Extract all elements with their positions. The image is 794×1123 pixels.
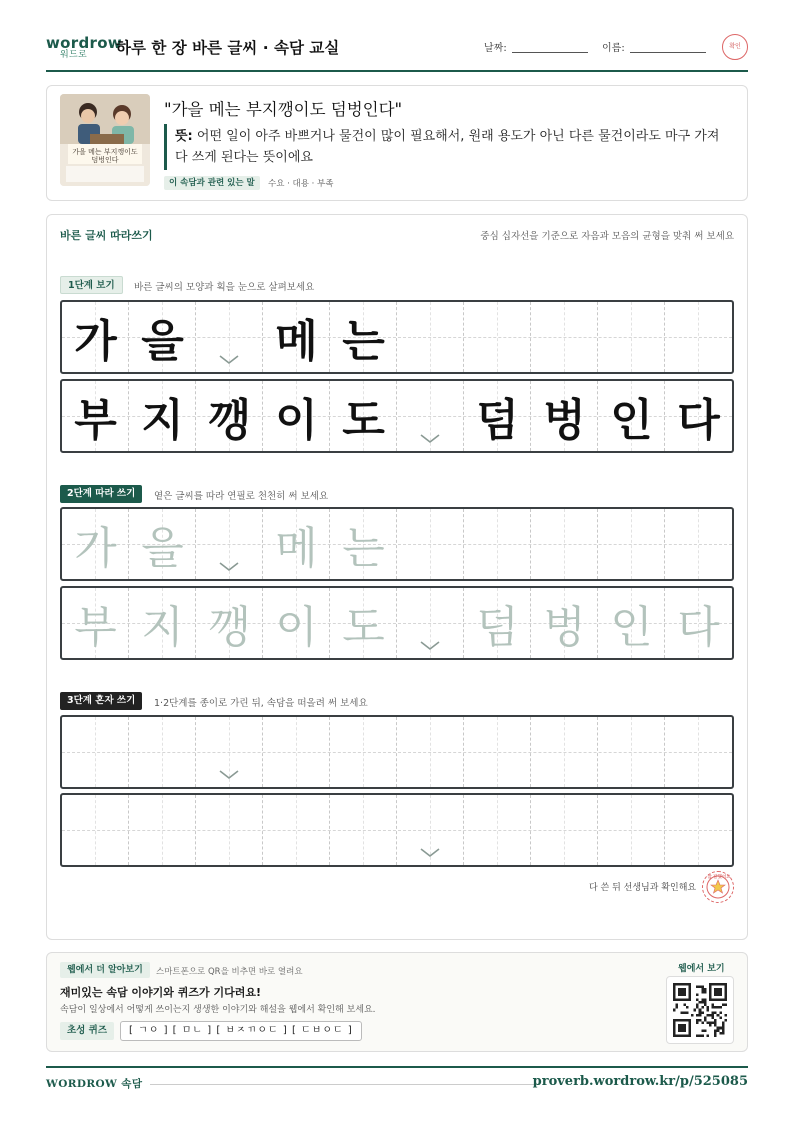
grid-center-line bbox=[631, 509, 632, 579]
quiz-label: 초성 퀴즈 bbox=[60, 1022, 114, 1040]
grid-cell[interactable] bbox=[665, 717, 732, 787]
writing-row bbox=[60, 300, 734, 374]
date-field[interactable] bbox=[512, 52, 588, 53]
logo: wordrow 워드로 bbox=[46, 34, 122, 60]
grid-cell[interactable] bbox=[397, 717, 464, 787]
space-mark-icon bbox=[419, 847, 441, 859]
hangul-char: 부 bbox=[74, 602, 117, 653]
hangul-char: 부 bbox=[74, 395, 117, 446]
grid-center-line bbox=[497, 509, 498, 579]
hangul-char: 덤 bbox=[476, 602, 519, 653]
footer-line bbox=[150, 1084, 538, 1085]
hangul-char: 덤 bbox=[476, 395, 519, 446]
grid-cell[interactable] bbox=[665, 509, 732, 579]
grid-cell[interactable] bbox=[464, 795, 531, 865]
hangul-char: 벙 bbox=[543, 602, 586, 653]
hangul-char: 도 bbox=[342, 395, 385, 446]
grid-cell[interactable] bbox=[129, 717, 196, 787]
grid-center-line bbox=[162, 717, 163, 787]
step2-hint: 옅은 글씨를 따라 연필로 천천히 써 보세요 bbox=[154, 491, 329, 502]
grid-cell[interactable] bbox=[196, 795, 263, 865]
grid-cell[interactable] bbox=[531, 795, 598, 865]
grid-center-line bbox=[497, 795, 498, 865]
grid-cell[interactable] bbox=[263, 717, 330, 787]
footer-url[interactable]: proverb.wordrow.kr/p/525085 bbox=[532, 1074, 748, 1089]
grid-center-line bbox=[229, 795, 230, 865]
header-divider bbox=[46, 70, 748, 72]
more-badge: 웹에서 더 알아보기 bbox=[60, 962, 150, 978]
related-words: 수요 · 대용 · 부족 bbox=[268, 179, 334, 189]
hangul-char: 다 bbox=[677, 602, 720, 653]
grid-center-line bbox=[698, 302, 699, 372]
step3-hint: 1·2단계를 종이로 가린 뒤, 속담을 떠올려 써 보세요 bbox=[154, 698, 368, 709]
hangul-char: 도 bbox=[342, 602, 385, 653]
grid-center-line bbox=[430, 717, 431, 787]
confirm-text: 다 쓴 뒤 선생님과 확인해요 bbox=[589, 883, 697, 893]
grid-center-line bbox=[95, 717, 96, 787]
hangul-char: 지 bbox=[141, 395, 184, 446]
space-mark-icon bbox=[218, 354, 240, 366]
meaning-label: 뜻: bbox=[175, 129, 193, 144]
meaning bbox=[175, 126, 727, 168]
proverb-illustration bbox=[60, 94, 150, 186]
meaning-text: 어떤 일이 아주 바쁘거나 물건이 많이 필요해서, 원래 용도가 아닌 다른 물건이라도 마구 가져다 쓰게 된다는 뜻이에요 bbox=[175, 129, 720, 165]
grid-cell bbox=[531, 302, 598, 372]
grid-center-line bbox=[698, 509, 699, 579]
grid-cell[interactable] bbox=[531, 717, 598, 787]
grid-cell bbox=[397, 302, 464, 372]
writing-row[interactable] bbox=[60, 715, 734, 789]
related-label: 이 속담과 관련 있는 말 bbox=[164, 176, 260, 190]
writing-row[interactable] bbox=[60, 586, 734, 660]
step3-badge: 3단계 혼자 쓰기 bbox=[60, 692, 142, 710]
grid-cell[interactable] bbox=[129, 795, 196, 865]
grid-cell[interactable] bbox=[62, 795, 129, 865]
grid-center-line bbox=[363, 795, 364, 865]
logo-sub: 워드로 bbox=[60, 50, 87, 60]
space-mark-icon bbox=[218, 769, 240, 781]
writing-row bbox=[60, 379, 734, 453]
space-mark-icon bbox=[419, 433, 441, 445]
grid-cell[interactable] bbox=[263, 795, 330, 865]
grid-center-line bbox=[497, 302, 498, 372]
more-subtitle: 속담이 일상에서 어떻게 쓰이는지 생생한 이야기와 해설을 웹에서 확인해 보세요. bbox=[60, 1005, 376, 1015]
qr-code-icon[interactable] bbox=[666, 976, 734, 1044]
grid-cell[interactable] bbox=[464, 717, 531, 787]
grid-center-line bbox=[698, 717, 699, 787]
stamp-text: 참 잘했어요 bbox=[707, 875, 731, 880]
grid-center-line bbox=[631, 795, 632, 865]
step1-badge: 1단계 보기 bbox=[60, 276, 123, 294]
grid-cell[interactable] bbox=[598, 509, 665, 579]
grid-center-line bbox=[698, 795, 699, 865]
good-job-stamp-icon bbox=[702, 871, 734, 903]
grid-center-line bbox=[296, 717, 297, 787]
grid-cell bbox=[665, 302, 732, 372]
grid-cell[interactable] bbox=[330, 795, 397, 865]
hangul-char: 지 bbox=[141, 602, 184, 653]
quiz-box: [ ㄱㅇ ] [ ㅁㄴ ] [ ㅂㅈㄲㅇㄷ ] [ ㄷㅂㅇㄷ ] bbox=[120, 1021, 362, 1041]
hangul-char: 깽 bbox=[208, 395, 251, 446]
proverb-text: "가을 메는 부지깽이도 덤벙인다" bbox=[164, 100, 403, 119]
footer-brand: WORDROW 속담 bbox=[46, 1078, 143, 1090]
thumb-caption: 가을 메는 부지깽이도 덤벙인다 bbox=[72, 148, 138, 164]
grid-center-line bbox=[564, 795, 565, 865]
space-mark-icon bbox=[419, 640, 441, 652]
hangul-char: 는 bbox=[342, 316, 385, 367]
grid-center-line bbox=[631, 717, 632, 787]
more-hint: 스마트폰으로 QR을 비추면 바로 열려요 bbox=[156, 967, 303, 977]
practice-title: 바른 글씨 따라쓰기 bbox=[60, 229, 153, 242]
grid-cell[interactable] bbox=[598, 717, 665, 787]
name-label: 이름: bbox=[602, 43, 625, 54]
name-field[interactable] bbox=[630, 52, 706, 53]
check-stamp-text: 확인 bbox=[729, 43, 741, 50]
hangul-char: 을 bbox=[141, 316, 184, 367]
more-title: 재미있는 속담 이야기와 퀴즈가 기다려요! bbox=[60, 986, 261, 999]
hangul-char: 가 bbox=[74, 523, 117, 574]
hangul-char: 벙 bbox=[543, 395, 586, 446]
hangul-char: 가 bbox=[74, 316, 117, 367]
hangul-char: 을 bbox=[141, 523, 184, 574]
grid-center-line bbox=[564, 302, 565, 372]
grid-cell[interactable] bbox=[464, 509, 531, 579]
grid-center-line bbox=[564, 717, 565, 787]
grid-cell[interactable] bbox=[665, 795, 732, 865]
step2-badge: 2단계 따라 쓰기 bbox=[60, 485, 142, 503]
writing-row[interactable] bbox=[60, 507, 734, 581]
hangul-char: 는 bbox=[342, 523, 385, 574]
grid-cell[interactable] bbox=[598, 795, 665, 865]
grid-cell[interactable] bbox=[531, 509, 598, 579]
practice-hint: 중심 십자선을 기준으로 자음과 모음의 균형을 맞춰 써 보세요 bbox=[480, 231, 734, 242]
grid-center-line bbox=[95, 795, 96, 865]
meaning-accent-bar bbox=[164, 124, 167, 170]
grid-center-line bbox=[564, 509, 565, 579]
grid-center-line bbox=[430, 509, 431, 579]
grid-center-line bbox=[497, 717, 498, 787]
hangul-char: 깽 bbox=[208, 602, 251, 653]
web-label: 웹에서 보기 bbox=[678, 964, 725, 974]
grid-center-line bbox=[296, 795, 297, 865]
grid-center-line bbox=[162, 795, 163, 865]
hangul-char: 인 bbox=[610, 602, 653, 653]
grid-center-line bbox=[363, 717, 364, 787]
grid-cell[interactable] bbox=[62, 717, 129, 787]
footer-divider bbox=[46, 1066, 748, 1068]
grid-cell bbox=[464, 302, 531, 372]
hangul-char: 이 bbox=[275, 602, 318, 653]
page-title: 하루 한 장 바른 글씨 · 속담 교실 bbox=[116, 39, 340, 57]
hangul-char: 다 bbox=[677, 395, 720, 446]
writing-row[interactable] bbox=[60, 793, 734, 867]
check-stamp-icon bbox=[722, 34, 748, 60]
grid-cell[interactable] bbox=[397, 509, 464, 579]
grid-cell[interactable] bbox=[330, 717, 397, 787]
grid-center-line bbox=[631, 302, 632, 372]
space-mark-icon bbox=[218, 561, 240, 573]
grid-center-line bbox=[430, 302, 431, 372]
hangul-char: 이 bbox=[275, 395, 318, 446]
hangul-char: 인 bbox=[610, 395, 653, 446]
date-label: 날짜: bbox=[484, 43, 507, 54]
grid-cell bbox=[598, 302, 665, 372]
hangul-char: 메 bbox=[275, 316, 318, 367]
step1-hint: 바른 글씨의 모양과 획을 눈으로 살펴보세요 bbox=[134, 282, 315, 293]
hangul-char: 메 bbox=[275, 523, 318, 574]
